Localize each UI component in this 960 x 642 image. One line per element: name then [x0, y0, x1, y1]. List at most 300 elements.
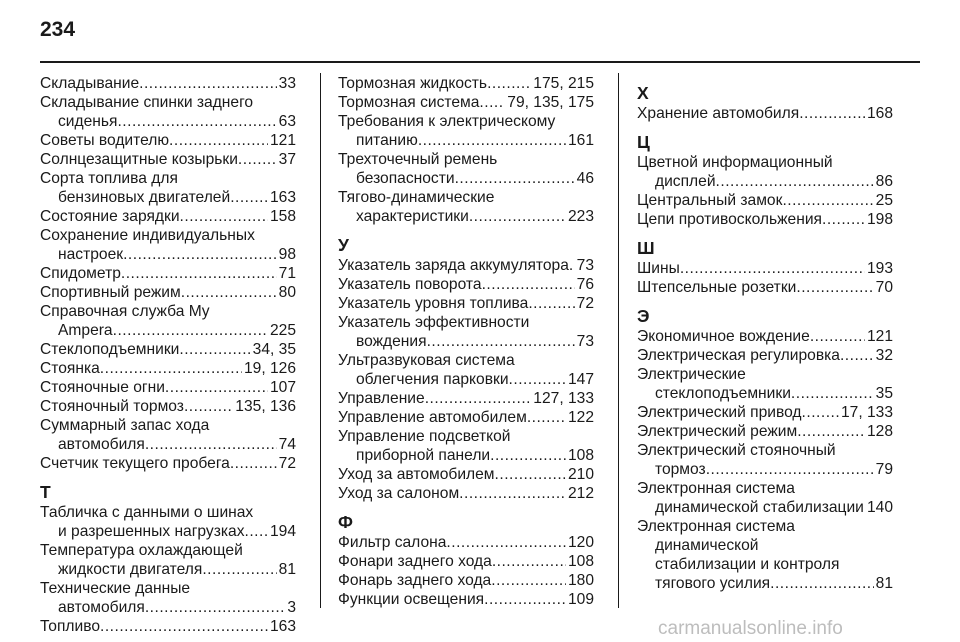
index-term: Уход за салоном [338, 485, 460, 502]
dot-leader [482, 275, 575, 294]
index-term: Цветной информационный [637, 154, 833, 171]
index-entry-line [40, 264, 296, 283]
dot-leader [245, 522, 268, 541]
dot-leader [487, 74, 531, 93]
index-entry-line [338, 188, 594, 207]
index-term: Управление автомобилем [338, 409, 527, 426]
index-entry [637, 259, 893, 278]
index-entry [338, 552, 594, 571]
dot-leader [822, 210, 865, 229]
index-entry-line [338, 484, 594, 503]
index-page-refs: 19, 126 [243, 360, 296, 377]
index-section-letter: Ц [637, 132, 650, 152]
index-entry [637, 346, 893, 365]
index-entry-line [40, 435, 296, 454]
index-page-refs: 37 [278, 151, 296, 168]
index-entry-line [40, 416, 296, 435]
index-page-refs: 72 [576, 295, 594, 312]
index-page-refs: 73 [576, 333, 594, 350]
index-entry-line [338, 275, 594, 294]
index-term: Спортивный режим [40, 284, 181, 301]
index-term: Ультразвуковая система [338, 352, 515, 369]
index-entry-line [338, 590, 594, 609]
index-entry-line [40, 207, 296, 226]
index-entry [637, 422, 893, 441]
index-term: Складывание [40, 75, 140, 92]
index-term: динамической [655, 537, 759, 554]
index-entry-line [338, 351, 594, 370]
index-entry [40, 359, 296, 378]
index-entry-line [40, 188, 296, 207]
index-term: Спидометр [40, 265, 121, 282]
index-term: и разрешенных нагрузках [58, 523, 245, 540]
index-term: Счетчик текущего пробега [40, 455, 230, 472]
index-page-refs: 63 [278, 113, 296, 130]
index-entry-line [637, 365, 893, 384]
index-entry-line [40, 560, 296, 579]
index-entry [338, 465, 594, 484]
index-entry [40, 340, 296, 359]
dot-leader [455, 169, 575, 188]
index-term: Топливо [40, 618, 101, 635]
dot-leader [770, 574, 874, 593]
index-entry-line [338, 131, 594, 150]
index-entry-line [40, 245, 296, 264]
index-page-refs: 72 [278, 455, 296, 472]
index-entry-line [338, 446, 594, 465]
index-entry [338, 533, 594, 552]
index-page-refs: 225 [269, 322, 296, 339]
index-term: автомобиля [58, 599, 145, 616]
index-term: Состояние зарядки [40, 208, 180, 225]
column-divider [618, 73, 619, 608]
index-term: Стояночный тормоз [40, 398, 184, 415]
index-term: облегчения парковки [356, 371, 509, 388]
index-entry [40, 169, 296, 207]
index-entry-line [338, 408, 594, 427]
index-term: Сохранение индивидуальных [40, 227, 255, 244]
index-term: Стояночные огни [40, 379, 165, 396]
index-term: Электрические [637, 366, 746, 383]
index-page-refs: 34, 35 [252, 341, 296, 358]
index-entry [40, 93, 296, 131]
page-number: 234 [40, 18, 76, 41]
index-entry-line [338, 332, 594, 351]
dot-leader [796, 278, 873, 297]
index-entry-line [338, 427, 594, 446]
index-entry-line [40, 503, 296, 522]
index-entry-line [40, 359, 296, 378]
dot-leader [121, 264, 277, 283]
index-entry [338, 112, 594, 150]
index-entry-line [637, 172, 893, 191]
dot-leader [469, 207, 566, 226]
dot-leader [706, 460, 874, 479]
index-term: автомобиля [58, 436, 145, 453]
index-entry-line [637, 498, 893, 517]
index-term: Указатель уровня топлива [338, 295, 529, 312]
index-entry [338, 590, 594, 609]
index-entry [637, 441, 893, 479]
index-section-letter: У [338, 235, 349, 255]
dot-leader [145, 598, 285, 617]
index-entry [637, 403, 893, 422]
index-page-refs: 71 [278, 265, 296, 282]
index-entry [637, 210, 893, 229]
index-entry [338, 93, 594, 112]
index-page-refs: 140 [866, 499, 893, 516]
index-entry-line [338, 74, 594, 93]
index-term: тягового усилия [655, 575, 771, 592]
dot-leader [840, 346, 874, 365]
index-entry-line [40, 617, 296, 636]
index-page-refs: 128 [866, 423, 893, 440]
column-divider [320, 73, 321, 608]
dot-leader [495, 465, 566, 484]
index-term: питанию [356, 132, 418, 149]
index-page-refs: 79, 135, 175 [507, 94, 594, 111]
dot-leader [179, 340, 250, 359]
dot-leader [528, 294, 574, 313]
dot-leader [427, 332, 575, 351]
index-term: Управление [338, 390, 425, 407]
index-page-refs: 33 [278, 75, 296, 92]
index-term: Указатель эффективности [338, 314, 530, 331]
index-term: Солнцезащитные козырьки [40, 151, 238, 168]
index-entry-line [338, 112, 594, 131]
index-entry-line [338, 294, 594, 313]
index-term: сиденья [58, 113, 118, 130]
index-page-refs: 80 [278, 284, 296, 301]
index-page-refs: 107 [269, 379, 296, 396]
index-term: Указатель заряда аккумулятора [338, 257, 569, 274]
dot-leader [527, 408, 566, 427]
index-term: Электронная система [637, 480, 795, 497]
index-term: Центральный замок [637, 192, 783, 209]
dot-leader [810, 327, 865, 346]
index-entry-line [338, 465, 594, 484]
index-term: Температура охлаждающей [40, 542, 243, 559]
index-entry [40, 454, 296, 473]
index-page-refs: 108 [567, 553, 594, 570]
index-entry [637, 191, 893, 210]
index-page-refs: 168 [866, 105, 893, 122]
index-entry-line [40, 112, 296, 131]
index-page-refs: 127, 133 [533, 390, 594, 407]
index-term: Электрический режим [637, 423, 798, 440]
dot-leader [165, 378, 268, 397]
index-term: Фонари заднего хода [338, 553, 492, 570]
index-term: Указатель поворота [338, 276, 482, 293]
index-section-letter: Ф [338, 512, 353, 532]
index-entry-line [338, 93, 594, 112]
index-entry-line [40, 598, 296, 617]
index-term: безопасности [356, 170, 455, 187]
dot-leader [202, 560, 276, 579]
index-page-refs: 108 [567, 447, 594, 464]
index-section-letter: Х [637, 83, 649, 103]
index-entry-line [637, 278, 893, 297]
index-entry-line [40, 522, 296, 541]
index-column-3 [637, 74, 893, 593]
index-entry [40, 264, 296, 283]
dot-leader [459, 484, 566, 503]
index-entry-line [40, 226, 296, 245]
index-entry-line [338, 533, 594, 552]
index-term: стабилизации и контроля [655, 556, 840, 573]
index-entry [40, 503, 296, 541]
index-entry-line [338, 169, 594, 188]
index-term: Трехточечный ремень [338, 151, 498, 168]
index-term: Тягово-динамические [338, 189, 495, 206]
index-term: характеристики [356, 208, 469, 225]
index-term: Складывание спинки заднего [40, 94, 254, 111]
index-entry-line [637, 327, 893, 346]
index-entry-line [338, 150, 594, 169]
index-entry [40, 226, 296, 264]
index-page-refs: 81 [875, 575, 893, 592]
index-entry [40, 378, 296, 397]
dot-leader [799, 104, 865, 123]
index-entry [338, 294, 594, 313]
dot-leader [117, 112, 276, 131]
dot-leader [230, 188, 268, 207]
index-entry [338, 408, 594, 427]
index-entry-line [40, 283, 296, 302]
index-page-refs: 120 [567, 534, 594, 551]
index-entry [40, 283, 296, 302]
index-page-refs: 193 [866, 260, 893, 277]
dot-leader [238, 150, 277, 169]
index-entry [637, 327, 893, 346]
index-page-refs: 86 [875, 173, 893, 190]
index-entry-line [338, 207, 594, 226]
index-entry [637, 517, 893, 593]
index-page-refs: 32 [875, 347, 893, 364]
index-page-refs: 158 [269, 208, 296, 225]
dot-leader [509, 370, 566, 389]
index-entry [338, 351, 594, 389]
index-term: Уход за автомобилем [338, 466, 495, 483]
dot-leader [425, 389, 532, 408]
index-entry-line [40, 93, 296, 112]
index-entry [338, 389, 594, 408]
index-term: Экономичное вождение [637, 328, 810, 345]
index-term: Управление подсветкой [338, 428, 511, 445]
index-term: Стеклоподъемники [40, 341, 180, 358]
index-entry [637, 278, 893, 297]
index-page-refs: 98 [278, 246, 296, 263]
index-entry-line [40, 302, 296, 321]
index-column-2 [338, 74, 594, 609]
index-term: Электрический привод [637, 404, 802, 421]
index-entry-line [40, 131, 296, 150]
dot-leader [169, 131, 268, 150]
index-entry-line [338, 256, 594, 275]
index-term: Электронная система [637, 518, 795, 535]
index-term: Суммарный запас хода [40, 417, 210, 434]
index-page-refs: 122 [567, 409, 594, 426]
index-term: Хранение автомобиля [637, 105, 800, 122]
index-page-refs: 212 [567, 485, 594, 502]
index-term: Электрическая регулировка [637, 347, 840, 364]
index-page-refs: 163 [269, 189, 296, 206]
index-entry-line [338, 313, 594, 332]
dot-leader [490, 446, 566, 465]
index-entry [637, 365, 893, 403]
index-entry-line [637, 104, 893, 123]
dot-leader [123, 245, 277, 264]
index-term: жидкости двигателя [58, 561, 203, 578]
index-entry [637, 153, 893, 191]
index-term: динамической стабилизации [655, 499, 864, 516]
index-page-refs: 25 [875, 192, 893, 209]
index-entry-line [637, 479, 893, 498]
index-page-refs: 70 [875, 279, 893, 296]
index-page-refs: 121 [269, 132, 296, 149]
index-term: дисплей [655, 173, 716, 190]
index-term: Цепи противоскольжения [637, 211, 822, 228]
index-page-refs: 3 [287, 599, 296, 616]
index-entry [338, 150, 594, 188]
dot-leader [797, 422, 865, 441]
index-entry-line [637, 574, 893, 593]
index-section-letter: Ш [637, 238, 655, 258]
index-entry [40, 397, 296, 416]
dot-leader [100, 617, 268, 636]
index-entry [338, 313, 594, 351]
index-term: Ampera [58, 322, 113, 339]
dot-leader [180, 207, 268, 226]
index-page-refs: 180 [567, 572, 594, 589]
dot-leader [491, 571, 566, 590]
index-entry [338, 256, 594, 275]
index-term: Справочная служба My [40, 303, 210, 320]
index-term: тормоз [655, 461, 706, 478]
dot-leader [716, 172, 874, 191]
index-term: Штепсельные розетки [637, 279, 797, 296]
index-page-refs: 35 [875, 385, 893, 402]
index-entry-line [637, 460, 893, 479]
index-page-refs: 135, 136 [235, 398, 296, 415]
index-page-refs: 74 [278, 436, 296, 453]
index-term: Тормозная система [338, 94, 480, 111]
dot-leader [479, 93, 505, 112]
dot-leader [100, 359, 242, 378]
index-term: стеклоподъемники [655, 385, 791, 402]
index-entry-line [40, 378, 296, 397]
dot-leader [680, 259, 865, 278]
index-term: Стоянка [40, 360, 100, 377]
index-term: настроек [58, 246, 124, 263]
index-entry [338, 484, 594, 503]
dot-leader [145, 435, 277, 454]
index-term: бензиновых двигателей [58, 189, 231, 206]
index-section-letter: Э [637, 306, 650, 326]
index-entry-line [40, 397, 296, 416]
index-entry [338, 427, 594, 465]
dot-leader [791, 384, 874, 403]
index-entry [338, 74, 594, 93]
index-term: вождения [356, 333, 427, 350]
index-page-refs: 76 [576, 276, 594, 293]
index-entry-line [338, 571, 594, 590]
dot-leader [484, 590, 566, 609]
index-section-letter: Т [40, 482, 51, 502]
index-page-refs: 210 [567, 466, 594, 483]
index-entry-line [40, 150, 296, 169]
dot-leader [184, 397, 233, 416]
header-rule [40, 61, 920, 63]
index-entry-line [637, 153, 893, 172]
index-entry-line [338, 370, 594, 389]
index-entry-line [40, 579, 296, 598]
index-entry-line [338, 389, 594, 408]
index-term: Фонарь заднего хода [338, 572, 492, 589]
dot-leader [181, 283, 277, 302]
index-page-refs: 109 [567, 591, 594, 608]
index-entry [40, 579, 296, 617]
index-term: Электрический стояночный [637, 442, 836, 459]
index-entry-line [637, 517, 893, 536]
index-page-refs: 46 [576, 170, 594, 187]
index-entry [40, 302, 296, 340]
index-entry [637, 479, 893, 517]
index-page-refs: 161 [567, 132, 594, 149]
index-term: Табличка с данными о шинах [40, 504, 254, 521]
index-term: Шины [637, 260, 680, 277]
index-entry-line [637, 384, 893, 403]
index-page-refs: 198 [866, 211, 893, 228]
index-term: Тормозная жидкость [338, 75, 488, 92]
index-term: Сорта топлива для [40, 170, 178, 187]
index-entry-line [637, 403, 893, 422]
index-page-refs: 121 [866, 328, 893, 345]
dot-leader [802, 403, 839, 422]
index-entry [637, 104, 893, 123]
dot-leader [492, 552, 566, 571]
index-entry [40, 541, 296, 579]
index-entry [338, 571, 594, 590]
dot-leader [782, 191, 873, 210]
index-term: Фильтр салона [338, 534, 447, 551]
index-term: Функции освещения [338, 591, 485, 608]
index-entry-line [637, 441, 893, 460]
index-entry-line [40, 340, 296, 359]
index-entry-line [40, 454, 296, 473]
index-entry [338, 188, 594, 226]
index-entry-line [40, 541, 296, 560]
index-entry-line [637, 536, 893, 555]
index-entry [40, 617, 296, 636]
index-entry-line [637, 210, 893, 229]
dot-leader [113, 321, 268, 340]
index-term: Требования к электрическому [338, 113, 556, 130]
index-entry [338, 275, 594, 294]
index-page-refs: 81 [278, 561, 296, 578]
index-term: Технические данные [40, 580, 191, 597]
index-page-refs: 79 [875, 461, 893, 478]
index-entry-line [637, 346, 893, 365]
index-entry-line [40, 169, 296, 188]
index-entry-line [338, 552, 594, 571]
index-entry-line [637, 422, 893, 441]
dot-leader [418, 131, 566, 150]
dot-leader [446, 533, 566, 552]
dot-leader [139, 74, 277, 93]
index-entry [40, 416, 296, 454]
index-entry-line [637, 259, 893, 278]
